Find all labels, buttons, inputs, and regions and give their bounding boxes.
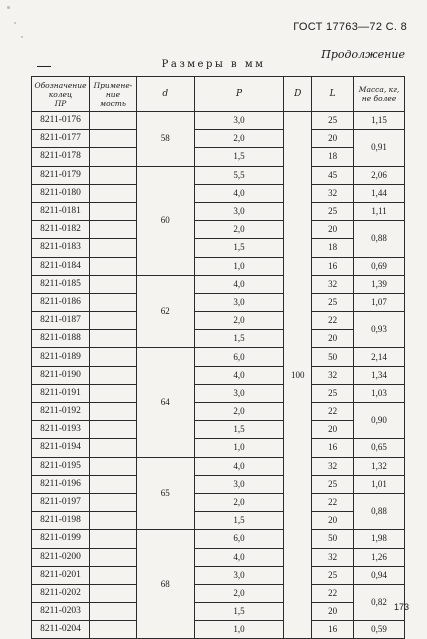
designation-cell: 8211-0183: [32, 239, 90, 257]
l-cell: 22: [312, 403, 354, 421]
page-number: 173: [393, 602, 409, 612]
header-d: d: [136, 77, 194, 112]
table-row: [32, 530, 405, 548]
application-cell: [89, 293, 136, 311]
table-row: [32, 257, 405, 275]
mass-cell: 1,15: [354, 112, 405, 130]
table-row: [32, 403, 405, 421]
table-row: [32, 548, 405, 566]
mass-cell: 0,82: [354, 584, 405, 620]
l-cell: 20: [312, 330, 354, 348]
application-cell: [89, 221, 136, 239]
table-header-row: [32, 77, 405, 112]
p-cell: 4,0: [194, 275, 284, 293]
designation-cell: 8211-0184: [32, 257, 90, 275]
mass-cell: 0,90: [354, 403, 405, 439]
p-cell: 1,5: [194, 603, 284, 621]
mass-cell: 0,65: [354, 439, 405, 457]
l-cell: 20: [312, 421, 354, 439]
header-outer-d: D: [284, 77, 312, 112]
table-row: [32, 148, 405, 166]
l-cell: 25: [312, 112, 354, 130]
application-cell: [89, 166, 136, 184]
designation-cell: 8211-0191: [32, 384, 90, 402]
application-cell: [89, 130, 136, 148]
p-cell: 3,0: [194, 566, 284, 584]
l-cell: 32: [312, 366, 354, 384]
application-cell: [89, 257, 136, 275]
designation-cell: 8211-0186: [32, 293, 90, 311]
application-cell: [89, 530, 136, 548]
designation-cell: 8211-0204: [32, 621, 90, 639]
application-cell: [89, 475, 136, 493]
p-cell: 4,0: [194, 548, 284, 566]
scan-speck: [7, 6, 10, 9]
table-row: [32, 330, 405, 348]
mass-cell: 1,44: [354, 184, 405, 202]
application-cell: [89, 457, 136, 475]
designation-cell: 8211-0181: [32, 202, 90, 220]
l-cell: 16: [312, 621, 354, 639]
table-row: [32, 275, 405, 293]
l-cell: 25: [312, 202, 354, 220]
d-cell: 60: [136, 166, 194, 275]
l-cell: 25: [312, 293, 354, 311]
table-row: [32, 512, 405, 530]
application-cell: [89, 366, 136, 384]
scan-speck: [14, 22, 16, 24]
table-row: [32, 202, 405, 220]
l-cell: 16: [312, 439, 354, 457]
p-cell: 3,0: [194, 475, 284, 493]
standard-code: ГОСТ 17763—72 С. 8: [293, 21, 407, 33]
designation-cell: 8211-0178: [32, 148, 90, 166]
application-cell: [89, 148, 136, 166]
designation-cell: 8211-0185: [32, 275, 90, 293]
table-row: [32, 603, 405, 621]
table-row: [32, 439, 405, 457]
mass-cell: 0,91: [354, 130, 405, 166]
p-cell: 6,0: [194, 348, 284, 366]
designation-cell: 8211-0182: [32, 221, 90, 239]
table-row: [32, 384, 405, 402]
application-cell: [89, 384, 136, 402]
mass-cell: 1,03: [354, 384, 405, 402]
continuation-label: Продолжение: [321, 48, 405, 61]
outer-d-cell: 100: [284, 112, 312, 639]
designation-cell: 8211-0179: [32, 166, 90, 184]
d-cell: 68: [136, 530, 194, 639]
application-cell: [89, 439, 136, 457]
l-cell: 18: [312, 148, 354, 166]
mass-cell: 0,93: [354, 312, 405, 348]
p-cell: 3,0: [194, 202, 284, 220]
designation-cell: 8211-0193: [32, 421, 90, 439]
application-cell: [89, 202, 136, 220]
p-cell: 2,0: [194, 403, 284, 421]
l-cell: 20: [312, 221, 354, 239]
l-cell: 50: [312, 348, 354, 366]
p-cell: 4,0: [194, 184, 284, 202]
designation-cell: 8211-0196: [32, 475, 90, 493]
p-cell: 2,0: [194, 493, 284, 511]
table-row: [32, 421, 405, 439]
mass-cell: 1,07: [354, 293, 405, 311]
table-row: [32, 348, 405, 366]
designation-cell: 8211-0190: [32, 366, 90, 384]
l-cell: 32: [312, 457, 354, 475]
designation-cell: 8211-0180: [32, 184, 90, 202]
l-cell: 25: [312, 566, 354, 584]
application-cell: [89, 184, 136, 202]
table-row: [32, 493, 405, 511]
mass-cell: 1,32: [354, 457, 405, 475]
application-cell: [89, 275, 136, 293]
mass-cell: 0,88: [354, 221, 405, 257]
p-cell: 1,5: [194, 239, 284, 257]
table-row: [32, 475, 405, 493]
l-cell: 22: [312, 312, 354, 330]
designation-cell: 8211-0203: [32, 603, 90, 621]
designation-cell: 8211-0202: [32, 584, 90, 602]
p-cell: 1,5: [194, 512, 284, 530]
mass-cell: 2,06: [354, 166, 405, 184]
l-cell: 45: [312, 166, 354, 184]
l-cell: 20: [312, 512, 354, 530]
l-cell: 18: [312, 239, 354, 257]
ring-gauge-table: [31, 76, 405, 639]
application-cell: [89, 603, 136, 621]
l-cell: 20: [312, 603, 354, 621]
mass-cell: 1,01: [354, 475, 405, 493]
designation-cell: 8211-0200: [32, 548, 90, 566]
l-cell: 25: [312, 475, 354, 493]
designation-cell: 8211-0187: [32, 312, 90, 330]
designation-cell: 8211-0198: [32, 512, 90, 530]
designation-cell: 8211-0177: [32, 130, 90, 148]
l-cell: 22: [312, 493, 354, 511]
table-row: [32, 566, 405, 584]
l-cell: 16: [312, 257, 354, 275]
p-cell: 2,0: [194, 584, 284, 602]
p-cell: 1,0: [194, 621, 284, 639]
table-row: [32, 293, 405, 311]
p-cell: 2,0: [194, 221, 284, 239]
table-row: [32, 130, 405, 148]
table-row: [32, 366, 405, 384]
l-cell: 22: [312, 584, 354, 602]
table-row: [32, 166, 405, 184]
application-cell: [89, 312, 136, 330]
application-cell: [89, 621, 136, 639]
l-cell: 32: [312, 548, 354, 566]
p-cell: 4,0: [194, 457, 284, 475]
designation-cell: 8211-0189: [32, 348, 90, 366]
table-body: [32, 112, 405, 639]
p-cell: 1,5: [194, 421, 284, 439]
application-cell: [89, 512, 136, 530]
p-cell: 3,0: [194, 293, 284, 311]
header-designation: Обозначение колец ПР: [32, 77, 90, 112]
p-cell: 2,0: [194, 312, 284, 330]
scan-speck: [21, 36, 23, 38]
d-cell: 65: [136, 457, 194, 530]
l-cell: 25: [312, 384, 354, 402]
application-cell: [89, 566, 136, 584]
mass-cell: 0,59: [354, 621, 405, 639]
mass-cell: 1,39: [354, 275, 405, 293]
designation-cell: 8211-0188: [32, 330, 90, 348]
table-row: [32, 184, 405, 202]
mass-cell: 1,26: [354, 548, 405, 566]
designation-cell: 8211-0197: [32, 493, 90, 511]
application-cell: [89, 348, 136, 366]
p-cell: 5,5: [194, 166, 284, 184]
mass-cell: 0,69: [354, 257, 405, 275]
l-cell: 50: [312, 530, 354, 548]
application-cell: [89, 493, 136, 511]
designation-cell: 8211-0201: [32, 566, 90, 584]
application-cell: [89, 584, 136, 602]
l-cell: 32: [312, 275, 354, 293]
p-cell: 2,0: [194, 130, 284, 148]
header-l: L: [312, 77, 354, 112]
p-cell: 4,0: [194, 366, 284, 384]
designation-cell: 8211-0195: [32, 457, 90, 475]
mass-cell: 0,94: [354, 566, 405, 584]
mass-cell: 2,14: [354, 348, 405, 366]
d-cell: 62: [136, 275, 194, 348]
table-row: [32, 221, 405, 239]
p-cell: 6,0: [194, 530, 284, 548]
designation-cell: 8211-0199: [32, 530, 90, 548]
designation-cell: 8211-0194: [32, 439, 90, 457]
application-cell: [89, 403, 136, 421]
application-cell: [89, 548, 136, 566]
mass-cell: 1,34: [354, 366, 405, 384]
l-cell: 32: [312, 184, 354, 202]
d-cell: 64: [136, 348, 194, 457]
d-cell: 58: [136, 112, 194, 167]
application-cell: [89, 112, 136, 130]
p-cell: 1,0: [194, 257, 284, 275]
designation-cell: 8211-0176: [32, 112, 90, 130]
p-cell: 3,0: [194, 384, 284, 402]
p-cell: 1,0: [194, 439, 284, 457]
table-row: [32, 112, 405, 130]
l-cell: 20: [312, 130, 354, 148]
header-p: P: [194, 77, 284, 112]
table-row: [32, 312, 405, 330]
application-cell: [89, 421, 136, 439]
mass-cell: 1,98: [354, 530, 405, 548]
table-row: [32, 621, 405, 639]
header-application: Примене-ние мость: [89, 77, 136, 112]
header-mass: Масса, кг, не более: [354, 77, 405, 112]
mass-cell: 1,11: [354, 202, 405, 220]
application-cell: [89, 239, 136, 257]
p-cell: 3,0: [194, 112, 284, 130]
p-cell: 1,5: [194, 148, 284, 166]
table-row: [32, 457, 405, 475]
table-row: [32, 239, 405, 257]
application-cell: [89, 330, 136, 348]
units-caption: Размеры в мм: [161, 59, 266, 70]
mass-cell: 0,88: [354, 493, 405, 529]
table-row: [32, 584, 405, 602]
designation-cell: 8211-0192: [32, 403, 90, 421]
p-cell: 1,5: [194, 330, 284, 348]
